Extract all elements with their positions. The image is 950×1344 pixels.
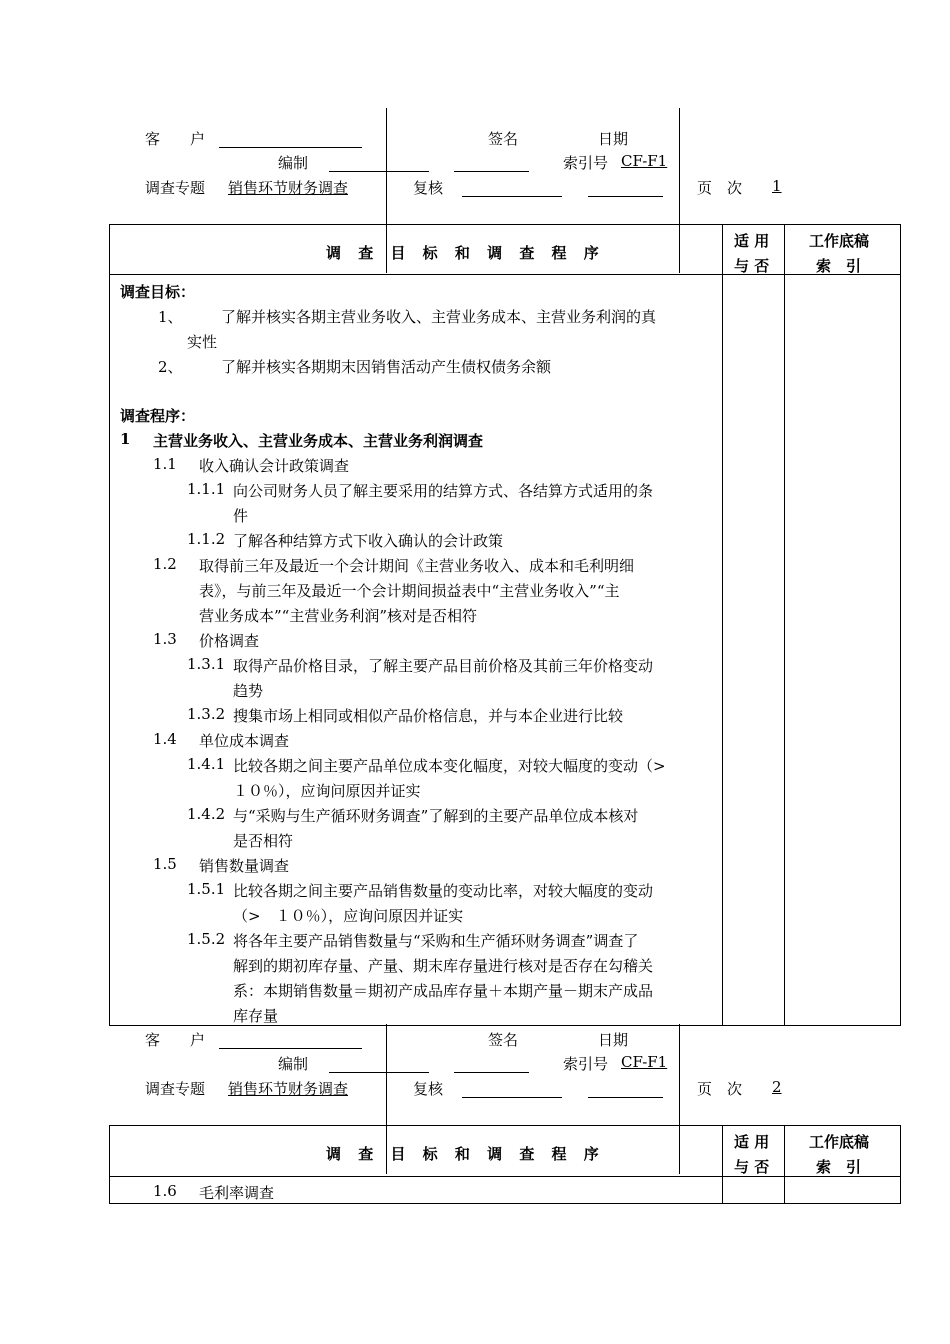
procedure-text: 比较各期之间主要产品单位成本变化幅度，对较大幅度的变动（>: [233, 757, 666, 775]
procedures-title: 调查程序：: [120, 407, 196, 425]
applicable-header: 适 用: [734, 232, 770, 250]
procedure-number: 1.2: [153, 555, 177, 573]
procedure-number: 1.4.1: [187, 755, 226, 773]
procedure-text: 比较各期之间主要产品销售数量的变动比率，对较大幅度的变动: [233, 882, 654, 900]
page-number: 2: [772, 1078, 782, 1096]
index-header: 索 引: [816, 1158, 862, 1176]
procedure-text: 毛利率调查: [199, 1184, 275, 1202]
objective-number: 2、: [158, 358, 183, 376]
table-header-rule: [109, 274, 901, 275]
preparer-date-field[interactable]: [454, 1072, 529, 1073]
procedure-number: 1.3: [153, 630, 177, 648]
review-sign-field[interactable]: [462, 1097, 562, 1098]
table-header-title: 调 查 目 标 和 调 查 程 序: [326, 244, 605, 262]
topic-value: 销售环节财务调查: [228, 179, 349, 197]
procedure-text: 库存量: [233, 1007, 279, 1025]
preparer-date-field[interactable]: [454, 171, 529, 172]
procedure-text: 向公司财务人员了解主要采用的结算方式、各结算方式适用的条: [233, 482, 654, 500]
client-field[interactable]: [219, 147, 362, 148]
topic-label: 调查专题: [145, 179, 206, 197]
page-label: 页 次: [697, 1080, 743, 1098]
procedure-text: （> １０％），应询问原因并证实: [233, 907, 464, 925]
procedure-number: 1.6: [153, 1182, 177, 1200]
date-label: 日期: [598, 130, 629, 148]
procedure-text: 取得前三年及最近一个会计期间《主营业务收入、成本和毛利明细: [199, 557, 635, 575]
applicable-header: 与 否: [734, 257, 770, 275]
index-header: 工作底稿: [809, 1133, 870, 1151]
procedure-text: 趋势: [233, 682, 264, 700]
preparer-label: 编制: [278, 154, 309, 172]
index-label: 索引号: [563, 154, 609, 172]
procedure-text: 解到的期初库存量、产量、期末库存量进行核对是否存在勾稽关: [233, 957, 654, 975]
procedure-text: 价格调查: [199, 632, 260, 650]
procedure-number: 1.5.2: [187, 930, 226, 948]
column-divider: [784, 1125, 785, 1204]
procedure-text: 取得产品价格目录，了解主要产品目前价格及其前三年价格变动: [233, 657, 654, 675]
review-label: 复核: [413, 179, 444, 197]
procedure-text: 件: [233, 507, 249, 525]
procedure-text: 销售数量调查: [199, 857, 290, 875]
procedure-text: 了解各种结算方式下收入确认的会计政策: [233, 532, 504, 550]
topic-value: 销售环节财务调查: [228, 1080, 349, 1098]
section-title: 主营业务收入、主营业务成本、主营业务利润调查: [153, 432, 484, 450]
procedure-text: 是否相符: [233, 832, 294, 850]
review-date-field[interactable]: [588, 1097, 663, 1098]
procedure-number: 1.5.1: [187, 880, 226, 898]
review-label: 复核: [413, 1080, 444, 1098]
procedure-text: 系：本期销售数量＝期初产成品库存量＋本期产量－期末产成品: [233, 982, 654, 1000]
procedure-text: 收入确认会计政策调查: [199, 457, 350, 475]
page-label: 页 次: [697, 179, 743, 197]
preparer-sign-field[interactable]: [329, 1072, 429, 1073]
date-label: 日期: [598, 1031, 629, 1049]
procedure-text: 营业务成本”“主营业务利润”核对是否相符: [199, 607, 478, 625]
applicable-header: 适 用: [734, 1133, 770, 1151]
procedure-number: 1.1: [153, 455, 177, 473]
review-sign-field[interactable]: [462, 196, 562, 197]
section-number: 1: [120, 430, 131, 448]
objective-text: 实性: [187, 333, 218, 351]
column-divider: [722, 1125, 723, 1204]
table-header-title: 调 查 目 标 和 调 查 程 序: [326, 1145, 605, 1163]
index-label: 索引号: [563, 1055, 609, 1073]
procedure-text: 将各年主要产品销售数量与“采购和生产循环财务调查”调查了: [233, 932, 639, 950]
procedure-number: 1.1.2: [187, 530, 226, 548]
procedure-number: 1.3.2: [187, 705, 226, 723]
sign-label: 签名: [488, 130, 519, 148]
procedure-text: 搜集市场上相同或相似产品价格信息，并与本企业进行比较: [233, 707, 624, 725]
objective-text: 了解并核实各期期末因销售活动产生债权债务余额: [221, 358, 552, 376]
procedure-number: 1.5: [153, 855, 177, 873]
procedure-number: 1.3.1: [187, 655, 226, 673]
table-header-rule: [109, 1176, 901, 1177]
objectives-title: 调查目标：: [120, 283, 196, 301]
preparer-label: 编制: [278, 1055, 309, 1073]
column-divider: [784, 224, 785, 1026]
applicable-header: 与 否: [734, 1158, 770, 1176]
procedure-number: 1.1.1: [187, 480, 226, 498]
procedure-text: 与“采购与生产循环财务调查”了解到的主要产品单位成本核对: [233, 807, 639, 825]
topic-label: 调查专题: [145, 1080, 206, 1098]
column-divider: [722, 224, 723, 1026]
procedure-number: 1.4: [153, 730, 177, 748]
client-label: 客 户: [145, 130, 206, 148]
review-date-field[interactable]: [588, 196, 663, 197]
procedure-text: 单位成本调查: [199, 732, 290, 750]
page-number: 1: [772, 177, 782, 195]
procedure-text: 表》，与前三年及最近一个会计期间损益表中“主营业务收入”“主: [199, 582, 620, 600]
index-value: CF-F1: [621, 152, 668, 170]
index-header: 工作底稿: [809, 232, 870, 250]
index-value: CF-F1: [621, 1053, 668, 1071]
client-field[interactable]: [219, 1048, 362, 1049]
procedure-number: 1.4.2: [187, 805, 226, 823]
client-label: 客 户: [145, 1031, 206, 1049]
objective-text: 了解并核实各期主营业务收入、主营业务成本、主营业务利润的真: [221, 308, 657, 326]
procedure-text: １０％），应询问原因并证实: [233, 782, 421, 800]
objective-number: 1、: [158, 308, 183, 326]
sign-label: 签名: [488, 1031, 519, 1049]
preparer-sign-field[interactable]: [329, 171, 429, 172]
index-header: 索 引: [816, 257, 862, 275]
